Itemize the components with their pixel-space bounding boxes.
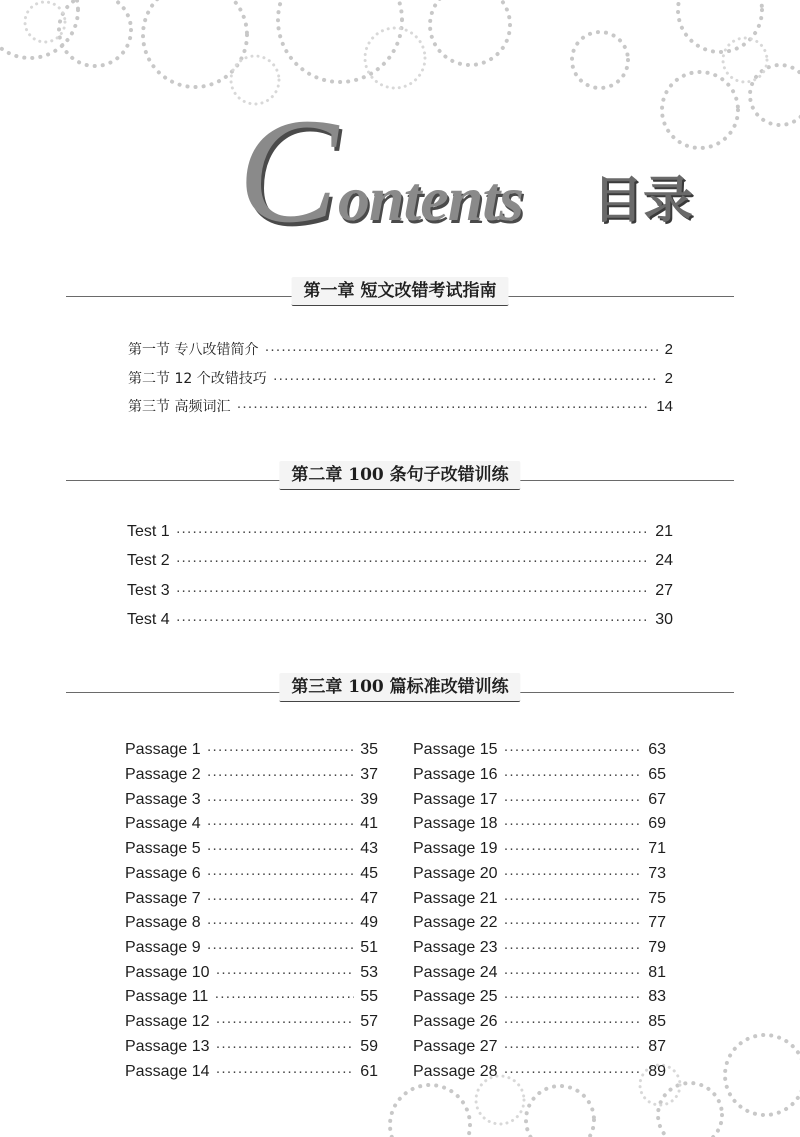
toc-entry-passage-18[interactable] — [413, 814, 666, 834]
toc-entry-name: Test 4 — [127, 611, 170, 628]
dot-leader — [264, 340, 658, 360]
toc-entry-test-3[interactable] — [127, 581, 673, 601]
toc-entry-passage-8[interactable] — [125, 913, 378, 933]
toc-entry-page: 24 — [655, 552, 673, 569]
dot-leader — [504, 1037, 643, 1057]
toc-entry-page: 27 — [655, 582, 673, 599]
dot-leader — [207, 839, 355, 859]
dot-leader — [504, 790, 643, 810]
toc-entry-passage-2[interactable] — [125, 765, 378, 785]
toc-entry-name: Passage 22 — [413, 914, 498, 931]
dot-leader — [207, 938, 355, 958]
toc-entry-name: Passage 2 — [125, 766, 201, 783]
toc-entry-name: Passage 27 — [413, 1038, 498, 1055]
dot-leader — [214, 987, 354, 1007]
toc-entry-page: 67 — [648, 791, 666, 808]
dot-leader — [207, 889, 355, 909]
toc-entry-passage-16[interactable] — [413, 765, 666, 785]
toc-entry-passage-19[interactable] — [413, 839, 666, 859]
toc-entry-name: 第二节 12 个改错技巧 — [128, 371, 267, 387]
toc-entry-name: Passage 6 — [125, 865, 201, 882]
toc-entry-page: 75 — [648, 890, 666, 907]
toc-entry-page: 35 — [360, 741, 378, 758]
chapter-1-title: 第一章 短文改错考试指南 — [292, 277, 509, 306]
toc-entry-name: Passage 7 — [125, 890, 201, 907]
toc-entry-name: Test 2 — [127, 552, 170, 569]
toc-entry-name: Test 1 — [127, 523, 170, 540]
toc-entry-name: Passage 1 — [125, 741, 201, 758]
toc-entry-name: Passage 19 — [413, 840, 498, 857]
toc-entry-page: 55 — [360, 988, 378, 1005]
dot-leader — [216, 963, 355, 983]
toc-entry-passage-15[interactable] — [413, 740, 666, 760]
toc-entry-page: 87 — [648, 1038, 666, 1055]
dot-leader — [504, 864, 643, 884]
toc-entry-passage-22[interactable] — [413, 913, 666, 933]
toc-entry-page: 71 — [648, 840, 666, 857]
toc-entry-name: Passage 4 — [125, 815, 201, 832]
toc-entry-name: Passage 15 — [413, 741, 498, 758]
toc-entry-section-2[interactable] — [128, 369, 673, 389]
toc-entry-passage-5[interactable] — [125, 839, 378, 859]
dot-leader — [216, 1012, 355, 1032]
toc-entry-page: 59 — [360, 1038, 378, 1055]
toc-entry-page: 61 — [360, 1063, 378, 1080]
dot-leader — [207, 765, 355, 785]
toc-entry-passage-26[interactable] — [413, 1012, 666, 1032]
contents-title — [238, 88, 758, 254]
toc-entry-passage-9[interactable] — [125, 938, 378, 958]
dot-leader — [504, 963, 643, 983]
dot-leader — [504, 1062, 643, 1082]
toc-entry-passage-10[interactable] — [125, 963, 378, 983]
toc-entry-passage-14[interactable] — [125, 1062, 378, 1082]
toc-entry-page: 2 — [664, 370, 673, 387]
toc-entry-page: 73 — [648, 865, 666, 882]
toc-entry-name: Passage 10 — [125, 964, 210, 981]
toc-entry-section-3[interactable] — [128, 397, 673, 417]
toc-entry-page: 39 — [360, 791, 378, 808]
toc-entry-page: 21 — [655, 523, 673, 540]
toc-entry-page: 47 — [360, 890, 378, 907]
toc-entry-passage-24[interactable] — [413, 963, 666, 983]
toc-entry-name: 第三节 高频词汇 — [128, 399, 231, 415]
toc-entry-name: Passage 11 — [125, 988, 209, 1005]
toc-entry-name: Passage 9 — [125, 939, 201, 956]
toc-entry-page: 30 — [655, 611, 673, 628]
dot-leader — [176, 581, 650, 601]
toc-entry-name: Passage 25 — [413, 988, 498, 1005]
dot-leader — [504, 987, 643, 1007]
title-chinese: 目录 — [593, 171, 693, 229]
dot-leader — [236, 397, 650, 417]
toc-entry-passage-27[interactable] — [413, 1037, 666, 1057]
toc-entry-name: Passage 26 — [413, 1013, 498, 1030]
toc-entry-page: 14 — [656, 398, 673, 415]
toc-entry-passage-20[interactable] — [413, 864, 666, 884]
toc-entry-passage-6[interactable] — [125, 864, 378, 884]
dot-leader — [207, 913, 355, 933]
dot-leader — [207, 740, 355, 760]
dot-leader — [504, 913, 643, 933]
toc-entry-passage-13[interactable] — [125, 1037, 378, 1057]
chapter-3-title: 第三章 100 篇标准改错训练 — [279, 673, 520, 702]
toc-entry-page: 77 — [648, 914, 666, 931]
dot-leader — [176, 522, 650, 542]
toc-entry-name: Test 3 — [127, 582, 170, 599]
toc-entry-section-1[interactable] — [128, 340, 673, 360]
toc-entry-passage-3[interactable] — [125, 790, 378, 810]
toc-entry-page: 51 — [360, 939, 378, 956]
toc-entry-name: Passage 14 — [125, 1063, 210, 1080]
toc-entry-passage-12[interactable] — [125, 1012, 378, 1032]
toc-entry-name: Passage 23 — [413, 939, 498, 956]
toc-entry-name: Passage 8 — [125, 914, 201, 931]
chapter-2-title: 第二章 100 条句子改错训练 — [279, 461, 520, 490]
dot-leader — [207, 790, 355, 810]
toc-entry-page: 89 — [648, 1063, 666, 1080]
dot-leader — [504, 814, 643, 834]
toc-entry-name: 第一节 专八改错简介 — [128, 342, 259, 358]
toc-entry-page: 53 — [360, 964, 378, 981]
toc-entry-test-4[interactable] — [127, 610, 673, 630]
toc-entry-name: Passage 17 — [413, 791, 498, 808]
dot-leader — [504, 765, 643, 785]
toc-entry-page: 83 — [648, 988, 666, 1005]
toc-entry-passage-11[interactable] — [125, 987, 378, 1007]
dot-leader — [207, 864, 355, 884]
toc-entry-page: 41 — [360, 815, 378, 832]
toc-entry-passage-1[interactable] — [125, 740, 378, 760]
toc-entry-name: Passage 21 — [413, 890, 498, 907]
toc-entry-passage-25[interactable] — [413, 987, 666, 1007]
toc-entry-name: Passage 18 — [413, 815, 498, 832]
title-contents-word: ontents — [338, 163, 524, 234]
dot-leader — [176, 551, 650, 571]
toc-entry-name: Passage 3 — [125, 791, 201, 808]
toc-entry-page: 65 — [648, 766, 666, 783]
toc-entry-name: Passage 16 — [413, 766, 498, 783]
chapter-2-header — [66, 461, 734, 491]
toc-entry-page: 63 — [648, 741, 666, 758]
dot-leader — [176, 610, 650, 630]
dot-leader — [216, 1037, 355, 1057]
dot-leader — [207, 814, 355, 834]
toc-entry-page: 79 — [648, 939, 666, 956]
dot-leader — [504, 938, 643, 958]
dot-leader — [504, 1012, 643, 1032]
toc-entry-name: Passage 5 — [125, 840, 201, 857]
toc-entry-passage-23[interactable] — [413, 938, 666, 958]
toc-entry-passage-21[interactable] — [413, 889, 666, 909]
toc-entry-test-2[interactable] — [127, 551, 673, 571]
toc-entry-name: Passage 13 — [125, 1038, 210, 1055]
toc-entry-page: 45 — [360, 865, 378, 882]
toc-entry-page: 49 — [360, 914, 378, 931]
toc-entry-page: 57 — [360, 1013, 378, 1030]
dot-leader — [273, 369, 659, 389]
toc-entry-passage-7[interactable] — [125, 889, 378, 909]
toc-entry-passage-17[interactable] — [413, 790, 666, 810]
chapter-1-header — [66, 277, 734, 307]
toc-entry-page: 37 — [360, 766, 378, 783]
toc-entry-test-1[interactable] — [127, 522, 673, 542]
toc-entry-page: 69 — [648, 815, 666, 832]
dot-leader — [504, 839, 643, 859]
toc-entry-name: Passage 28 — [413, 1063, 498, 1080]
toc-entry-page: 81 — [648, 964, 666, 981]
toc-entry-name: Passage 20 — [413, 865, 498, 882]
chapter-3-header — [66, 673, 734, 703]
dot-leader — [216, 1062, 355, 1082]
dot-leader — [504, 740, 643, 760]
dot-leader — [504, 889, 643, 909]
toc-entry-name: Passage 24 — [413, 964, 498, 981]
toc-entry-name: Passage 12 — [125, 1013, 210, 1030]
toc-entry-passage-4[interactable] — [125, 814, 378, 834]
title-initial-c: C — [238, 88, 339, 254]
toc-entry-passage-28[interactable] — [413, 1062, 666, 1082]
toc-entry-page: 85 — [648, 1013, 666, 1030]
toc-entry-page: 2 — [664, 341, 673, 358]
toc-entry-page: 43 — [360, 840, 378, 857]
